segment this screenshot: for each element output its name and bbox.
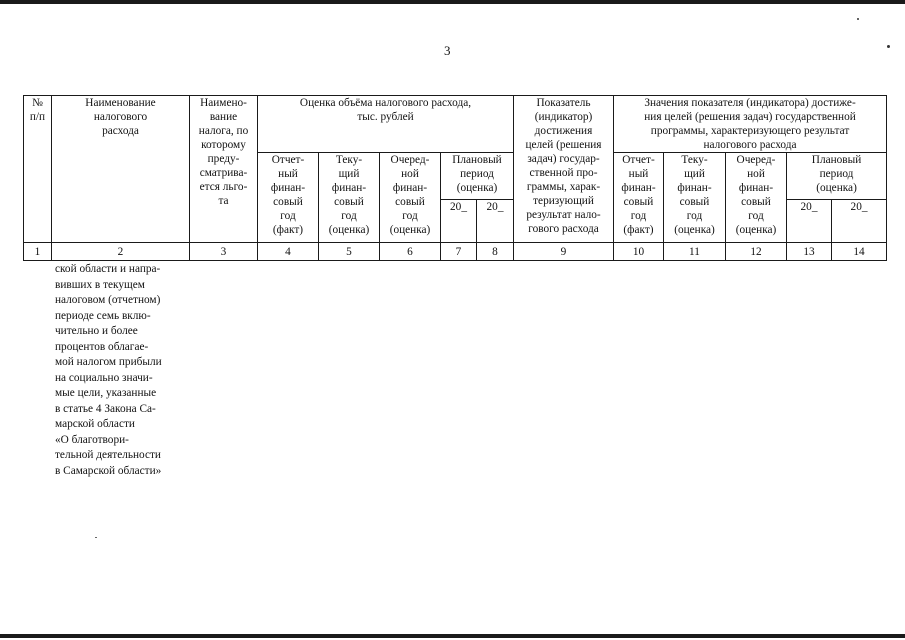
- header-indicator: Показатель (индикатор) достижения целей (решения задач) государ- ственной про- граммы, харак- теризующий результат нало- гового расхода: [514, 96, 614, 243]
- column-number: 10: [614, 243, 664, 261]
- header-reporting-year: Отчет- ный финан- совый год (факт): [258, 153, 319, 243]
- text-line: ской области и напра-: [55, 263, 161, 275]
- column-number: 3: [190, 243, 258, 261]
- header-current-year: Теку- щий финан- совый год (оценка): [664, 153, 726, 243]
- text-line: процентов облагае-: [55, 340, 149, 353]
- column-number: 1: [24, 243, 52, 261]
- header-tax-name: Наимено- вание налога, по которому преду- сматрива- ется льго- та: [190, 96, 258, 243]
- header-next-year: Очеред- ной финан- совый год (оценка): [726, 153, 787, 243]
- header-tax-expense-name: Наименование налогового расхода: [52, 96, 190, 243]
- column-number: 9: [514, 243, 614, 261]
- continued-text-block: [55, 262, 195, 479]
- text-line: в статье 4 Закона Са-: [55, 402, 156, 415]
- page-number: 3: [444, 43, 451, 58]
- text-line: в Самарской области»: [55, 464, 162, 477]
- text-line: «О благотвори-: [55, 433, 129, 446]
- text-line: марской области: [55, 418, 135, 430]
- header-values-group: Значения показателя (индикатора) достиже- ния целей (решения задач) государственной программы, характеризующего результат налогового расхода: [614, 96, 887, 153]
- column-number: 7: [441, 243, 477, 261]
- column-number: 14: [832, 243, 887, 261]
- header-np: № п/п: [24, 96, 52, 243]
- text-line: чительно и более: [55, 325, 138, 337]
- header-current-year: Теку- щий финан- совый год (оценка): [319, 153, 380, 243]
- header-planned-year: 20_: [441, 200, 477, 243]
- column-number: 8: [477, 243, 514, 261]
- column-number: 4: [258, 243, 319, 261]
- column-number: 13: [787, 243, 832, 261]
- tax-expense-table: [23, 95, 887, 261]
- text-line: налоговом (отчетном): [55, 294, 161, 306]
- header-planned-year: 20_: [832, 200, 887, 243]
- header-planned-period: Плановый период (оценка): [787, 153, 887, 200]
- header-planned-year: 20_: [477, 200, 514, 243]
- column-number: 6: [380, 243, 441, 261]
- column-number: 11: [664, 243, 726, 261]
- text-line: мой налогом прибыли: [55, 356, 162, 368]
- column-number-row: [24, 243, 887, 261]
- column-number: 5: [319, 243, 380, 261]
- scan-speck: [95, 537, 97, 538]
- text-line: вивших в текущем: [55, 278, 145, 291]
- header-reporting-year: Отчет- ный финан- совый год (факт): [614, 153, 664, 243]
- column-number: 2: [52, 243, 190, 261]
- text-line: тельной деятельности: [55, 449, 161, 461]
- text-line: периоде семь вклю-: [55, 309, 151, 322]
- bottom-scan-border: [0, 634, 905, 638]
- header-planned-period: Плановый период (оценка): [441, 153, 514, 200]
- header-estimate-group: Оценка объёма налогового расхода, тыс. рублей: [258, 96, 514, 153]
- top-scan-border: [0, 0, 905, 4]
- header-planned-year: 20_: [787, 200, 832, 243]
- scan-speck: [857, 18, 859, 20]
- text-line: мые цели, указанные: [55, 387, 157, 399]
- scan-speck: [887, 45, 890, 48]
- column-number: 12: [726, 243, 787, 261]
- text-line: на социально значи-: [55, 371, 153, 384]
- header-next-year: Очеред- ной финан- совый год (оценка): [380, 153, 441, 243]
